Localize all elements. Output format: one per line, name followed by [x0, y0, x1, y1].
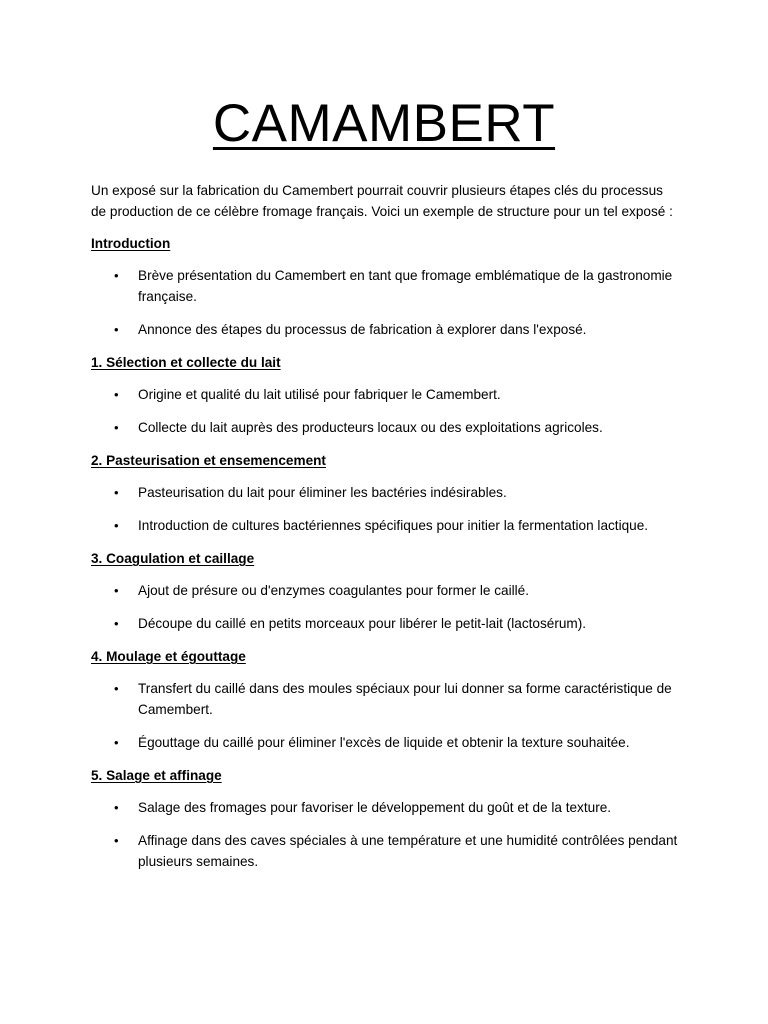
section-heading: Introduction [91, 236, 171, 251]
bullet-icon: • [114, 518, 119, 533]
document-title: CAMAMBERT [212, 94, 556, 153]
list-item [91, 580, 681, 601]
list-item-text: Ajout de présure ou d'enzymes coagulantes pour former le caillé. [138, 583, 529, 598]
section-pasteurisation [91, 450, 681, 536]
bullet-list [91, 678, 681, 753]
list-item-text: Affinage dans des caves spéciales à une température et une humidité contrôlées pendant plusieurs semaines. [138, 833, 678, 869]
section-heading: 3. Coagulation et caillage [91, 551, 255, 566]
bullet-icon: • [114, 583, 119, 598]
list-item [91, 319, 681, 340]
list-item [91, 417, 681, 438]
bullet-list [91, 482, 681, 536]
bullet-icon: • [114, 268, 119, 283]
list-item-text: Pasteurisation du lait pour éliminer les bactéries indésirables. [138, 485, 507, 500]
list-item [91, 515, 681, 536]
section-coagulation [91, 548, 681, 634]
list-item [91, 482, 681, 503]
list-item [91, 384, 681, 405]
list-item-text: Salage des fromages pour favoriser le développement du goût et de la texture. [138, 800, 612, 815]
list-item-text: Introduction de cultures bactériennes spécifiques pour initier la fermentation lactique. [138, 518, 649, 533]
bullet-icon: • [114, 387, 119, 402]
bullet-list [91, 797, 681, 872]
list-item [91, 613, 681, 634]
bullet-icon: • [114, 681, 119, 696]
section-selection-collecte [91, 352, 681, 438]
list-item [91, 732, 681, 753]
bullet-icon: • [114, 322, 119, 337]
list-item-text: Origine et qualité du lait utilisé pour fabriquer le Camembert. [138, 387, 501, 402]
list-item-text: Transfert du caillé dans des moules spéciaux pour lui donner sa forme caractéristique de Camembert. [138, 681, 672, 717]
section-heading: 2. Pasteurisation et ensemencement [91, 453, 326, 468]
document-body [91, 180, 681, 884]
section-heading: 1. Sélection et collecte du lait [91, 355, 281, 370]
list-item [91, 797, 681, 818]
list-item-text: Collecte du lait auprès des producteurs locaux ou des exploitations agricoles. [138, 420, 603, 435]
bullet-icon: • [114, 735, 119, 750]
list-item [91, 678, 681, 720]
bullet-icon: • [114, 833, 119, 848]
list-item [91, 830, 681, 872]
list-item-text: Annonce des étapes du processus de fabrication à explorer dans l'exposé. [138, 322, 587, 337]
list-item-text: Découpe du caillé en petits morceaux pour libérer le petit-lait (lactosérum). [138, 616, 587, 631]
bullet-list [91, 265, 681, 340]
bullet-list [91, 384, 681, 438]
bullet-icon: • [114, 616, 119, 631]
bullet-icon: • [114, 420, 119, 435]
list-item-text: Égouttage du caillé pour éliminer l'excès de liquide et obtenir la texture souhaitée. [138, 735, 630, 750]
bullet-icon: • [114, 485, 119, 500]
list-item-text: Brève présentation du Camembert en tant que fromage emblématique de la gastronomie française. [138, 268, 673, 304]
section-salage-affinage [91, 765, 681, 872]
list-item [91, 265, 681, 307]
intro-paragraph: Un exposé sur la fabrication du Camembert pourrait couvrir plusieurs étapes clés du processus de production de ce célèbre fromage français. Voici un exemple de structure pour un tel exposé : [91, 183, 673, 219]
section-moulage [91, 646, 681, 753]
section-heading: 5. Salage et affinage [91, 768, 222, 783]
bullet-list [91, 580, 681, 634]
bullet-icon: • [114, 800, 119, 815]
section-introduction [91, 233, 681, 340]
section-heading: 4. Moulage et égouttage [91, 649, 246, 664]
